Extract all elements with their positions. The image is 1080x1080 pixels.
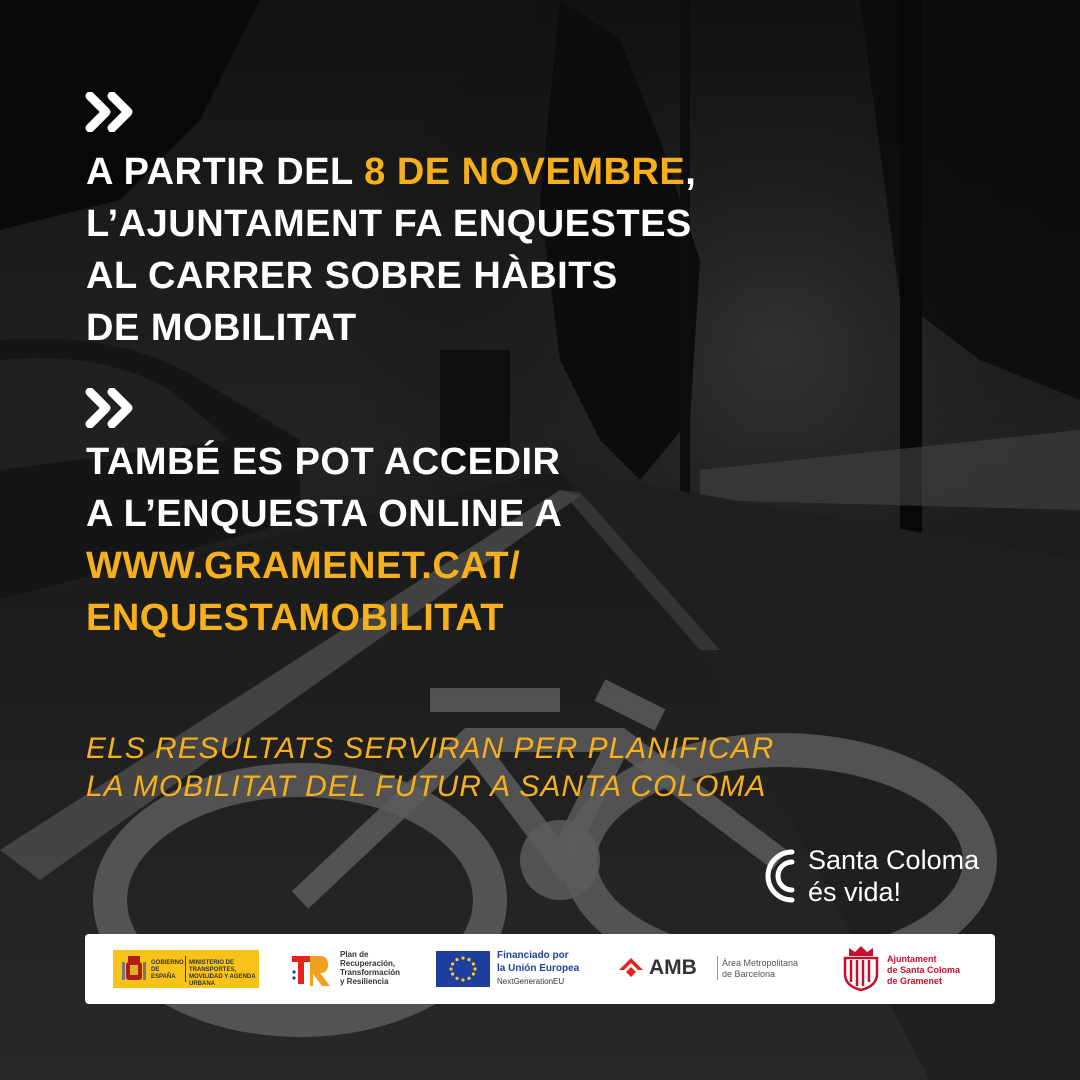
eu-flag-icon <box>436 951 490 987</box>
headline-line: AL CARRER SOBRE HÀBITS <box>86 255 618 297</box>
amb-line: Àrea Metropolitana <box>722 958 799 968</box>
amb-logo-icon <box>617 956 645 982</box>
headline-line: A L’ENQUESTA ONLINE A <box>86 493 563 535</box>
plan-line: Transformación <box>340 968 401 977</box>
santa-coloma-shield-icon <box>841 944 881 992</box>
tagline <box>86 730 774 806</box>
amb-line: de Barcelona <box>722 969 776 979</box>
amb-abbr: AMB <box>649 956 697 979</box>
plan-line: Plan de <box>340 950 369 959</box>
tagline-line: ELS RESULTATS SERVIRAN PER PLANIFICAR <box>86 732 775 765</box>
sponsor-logos-bar <box>85 934 995 1004</box>
headline-online <box>86 436 562 644</box>
headline-line: L’AJUNTAMENT FA ENQUESTES <box>86 203 692 245</box>
gobierno-label: GOBIERNO DE ESPAÑA <box>151 960 184 980</box>
santa-coloma-brand <box>762 842 1002 912</box>
amb-logo <box>617 934 817 1004</box>
headline-line: A PARTIR DEL 8 DE NOVEMBRE, <box>86 151 697 193</box>
tagline-line: LA MOBILITAT DEL FUTUR A SANTA COLOMA <box>86 770 767 803</box>
ajuntament-logo <box>841 934 981 1004</box>
ajuntament-line: de Santa Coloma <box>887 965 961 975</box>
ajuntament-line: de Gramenet <box>887 976 943 986</box>
survey-url-line[interactable]: ENQUESTAMOBILITAT <box>86 597 505 639</box>
ajuntament-line: Ajuntament <box>887 954 937 964</box>
chevrons-right-icon <box>84 92 136 132</box>
start-date: 8 DE NOVEMBRE <box>364 151 686 193</box>
santa-coloma-logo-icon <box>762 846 800 906</box>
plan-line: Recuperación, <box>340 959 396 968</box>
brand-line: és vida! <box>808 877 902 907</box>
headline-line: TAMBÉ ES POT ACCEDIR <box>86 441 561 483</box>
eu-line: Financiado por <box>497 950 569 961</box>
plan-recuperacion-logo <box>290 934 410 1004</box>
eu-line: la Unión Europea <box>497 963 580 974</box>
brand-line: Santa Coloma <box>808 845 980 875</box>
ministerio-label: MINISTERIO DE TRANSPORTES, MOVILIDAD Y AGENDA URBANA <box>189 960 256 987</box>
eu-funding-logo <box>436 934 596 1004</box>
plan-line: y Resiliencia <box>340 977 389 986</box>
spain-coat-of-arms-icon <box>121 954 147 984</box>
chevrons-right-icon <box>84 388 136 428</box>
eu-line: NextGenerationEU <box>497 977 565 986</box>
plan-recuperacion-icon <box>290 948 332 990</box>
headline-dates <box>86 146 696 354</box>
survey-url-line[interactable]: WWW.GRAMENET.CAT/ <box>86 545 521 587</box>
gobierno-espana-logo <box>113 934 259 1004</box>
headline-line: DE MOBILITAT <box>86 307 357 349</box>
